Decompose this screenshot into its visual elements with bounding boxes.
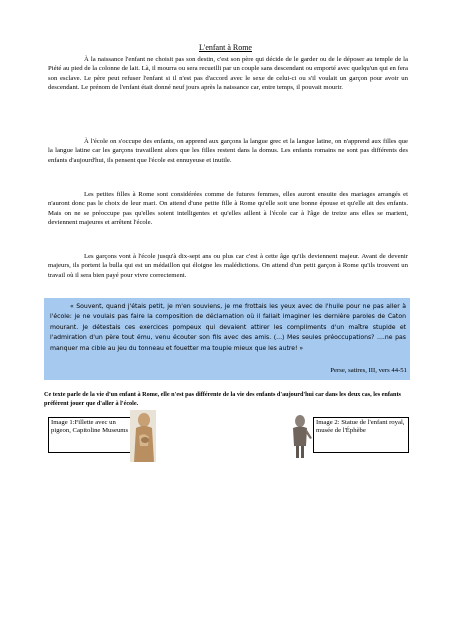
figure-2-caption: Image 2: Statue de l'enfant royal, musée de l'Éphèbe	[316, 419, 405, 434]
paragraph-boys: Les garçons vont à l'école jusqu'à dix-sept ans ou plus car c'est à cette âge qu'ils deviennent majeur. Avant de devenir majeurs, ils portent la bulla qui est un médaillon qui éloigne les malédictions. On attend d'un petit garçon à Rome qu'ils trouvent un travail où il sera bien payé pour vivre correctement.	[48, 253, 408, 279]
figure-2-image	[287, 412, 313, 462]
figure-1-caption: Image 1:Fillette avec un pigeon, Capitoline Museums	[51, 419, 129, 434]
figure-1-image	[130, 410, 156, 462]
paragraph-school: À l'école on s'occupe des enfants, on apprend aux garçons la langue grec et la langue latine, on n'apprend aux filles que la langue latine car les garçons travaillent alors que les filles restent dans la domus. Les enfants romains ne sont pas différents des enfants d'aujourd'hui, ils pensent que l'école est ennuyeuse et inutile.	[48, 138, 408, 164]
paragraph-girls: Les petites filles à Rome sont considérées comme de futures femmes, elles auront ensuite des mariages arrangés et n'auront donc pas le choix de leur mari. On attend d'une petite fille à Rome qu'elle soit une bonne épouse et qu'elle ait des enfants. Mais on ne se préoccupe pas qu'elles soient intelligentes et qu'elles aillent à l'école car à l'âge de treize ans elles se marient, deviennent majeures et arrêtent l'école.	[48, 191, 408, 227]
quote-source: Perse, satires, III, vers 44-51	[330, 367, 407, 374]
document-title: L'enfant à Rome	[199, 43, 252, 52]
paragraph-birth: À la naissance l'enfant ne choisit pas son destin, c'est son père qui décide de le garder ou de le déposer au temple de la Piété au pied de la colonne de lait. Là, il mourra ou sera recueilli par un couple sans descendant ou emporté avec quelqu'un qui en fera son esclave. Le père peut refuser l'enfant si il n'est pas d'accord avec le sexe de celui-ci ou s'il voulait un garçon pour avoir un descendant. Le prénom de l'enfant était donné neuf jours après la naissance car, entre temps, il pouvait mourir.	[48, 56, 408, 92]
conclusion-text: Ce texte parle de la vie d'un enfant à Rome, elle n'est pas différente de la vie des enfants d'aujourd'hui car dans les deux cas, les enfants préfèrent jouer que d'aller à l'école.	[44, 391, 401, 407]
quote-text: « Souvent, quand j'étais petit, je m'en souviens, je me frottais les yeux avec de l'huile pour ne pas aller à l'école: je ne voulais pas faire la composition de déclamation où il fallait imaginer les dernière paroles de Caton mourant. Je détestais ces exercices pompeux qui devaient attirer les compliments d'un maître stupide et l'admiration d'un père tout ému, venu écouter son fils avec des amis. (...) Mes seules préoccupations? ....ne pas manquer ma cible au jeu du tonneau et fouetter ma toupie mieux que les autre! »	[50, 303, 406, 352]
